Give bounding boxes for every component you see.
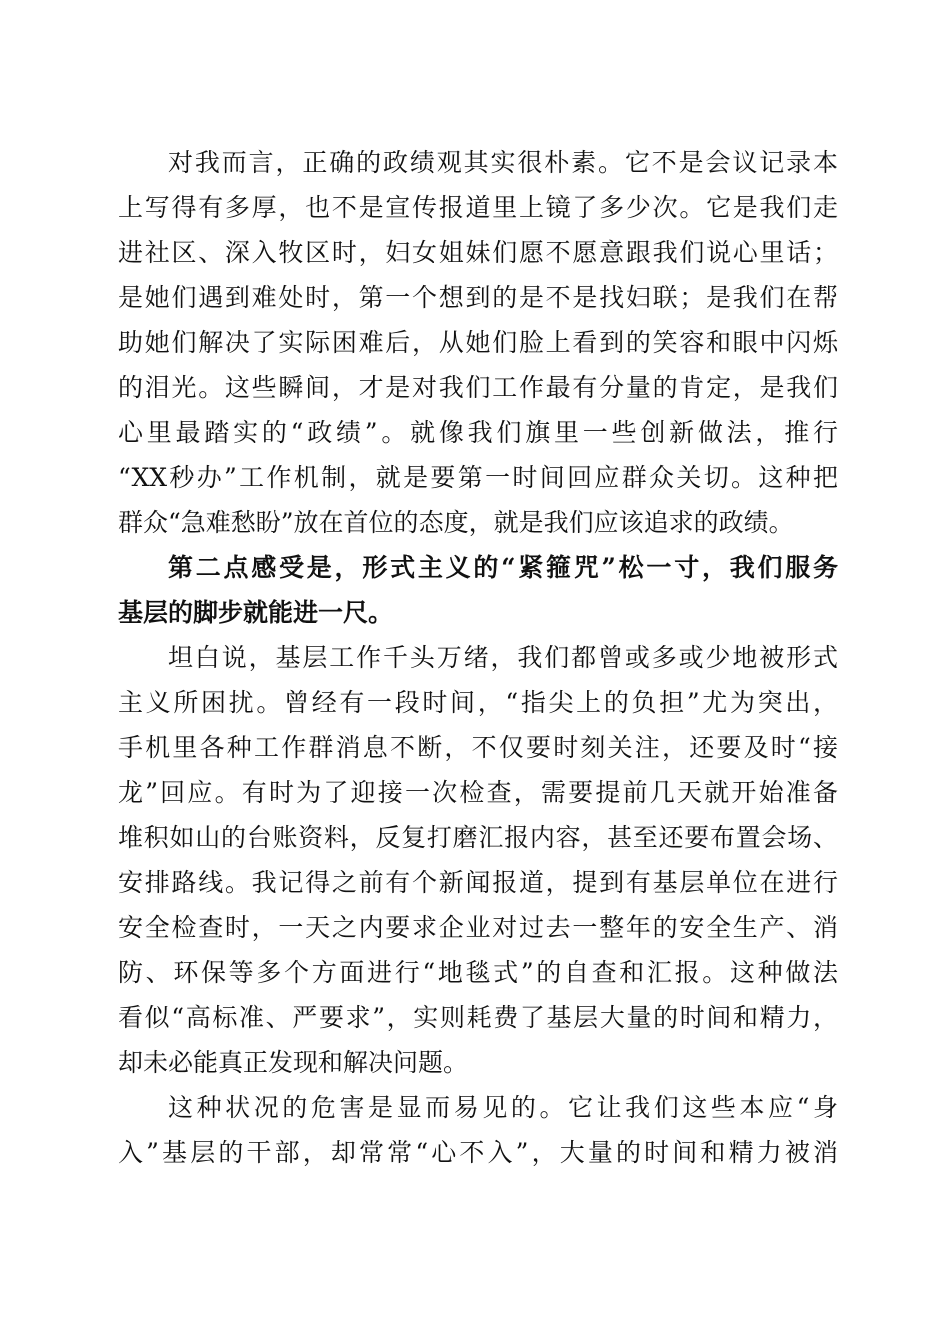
text-line: 防、环保等多个方面进行“地毯式”的自查和汇报。这种做法 [118, 958, 838, 987]
text-line: 堆积如山的台账资料，反复打磨汇报内容，甚至还要布置会场、 [118, 823, 838, 852]
section-heading [118, 545, 838, 635]
paragraph-formalism [118, 635, 838, 1085]
text-line: 上写得有多厚，也不是宣传报道里上镜了多少次。它是我们走 [118, 193, 838, 222]
text-line: 群众“急难愁盼”放在首位的态度，就是我们应该追求的政绩。 [118, 508, 794, 537]
text-line: 龙”回应。有时为了迎接一次检查，需要提前几天就开始准备 [118, 778, 838, 807]
text-line: 助她们解决了实际困难后，从她们脸上看到的笑容和眼中闪烁 [118, 328, 838, 357]
paragraph-political-view [118, 140, 838, 545]
text-line: 看似“高标准、严要求”，实则耗费了基层大量的时间和精力， [118, 1003, 838, 1032]
text-line: 入”基层的干部，却常常“心不入”，大量的时间和精力被消 [118, 1138, 838, 1167]
document-body [118, 140, 838, 1175]
paragraph-harm [118, 1085, 838, 1175]
text-line: 坦白说，基层工作千头万绪，我们都曾或多或少地被形式 [168, 643, 838, 672]
text-line: “XX秒办”工作机制，就是要第一时间回应群众关切。这种把 [118, 463, 838, 492]
text-line: 的泪光。这些瞬间，才是对我们工作最有分量的肯定，是我们 [118, 373, 838, 402]
text-line: 主义所困扰。曾经有一段时间，“指尖上的负担”尤为突出， [118, 688, 838, 717]
text-line: 却未必能真正发现和解决问题。 [118, 1048, 469, 1077]
heading-line: 基层的脚步就能进一尺。 [118, 598, 394, 627]
text-line: 安排路线。我记得之前有个新闻报道，提到有基层单位在进行 [118, 868, 838, 897]
text-line: 是她们遇到难处时，第一个想到的是不是找妇联；是我们在帮 [118, 283, 838, 312]
text-line: 安全检查时，一天之内要求企业对过去一整年的安全生产、消 [118, 913, 838, 942]
text-line: 对我而言，正确的政绩观其实很朴素。它不是会议记录本 [168, 148, 838, 177]
text-line: 心里最踏实的“政绩”。就像我们旗里一些创新做法，推行 [118, 418, 838, 447]
heading-line: 第二点感受是，形式主义的“紧箍咒”松一寸，我们服务 [168, 553, 838, 582]
text-line: 手机里各种工作群消息不断，不仅要时刻关注，还要及时“接 [118, 733, 838, 762]
text-line: 这种状况的危害是显而易见的。它让我们这些本应“身 [168, 1093, 838, 1122]
text-line: 进社区、深入牧区时，妇女姐妹们愿不愿意跟我们说心里话； [118, 238, 838, 267]
